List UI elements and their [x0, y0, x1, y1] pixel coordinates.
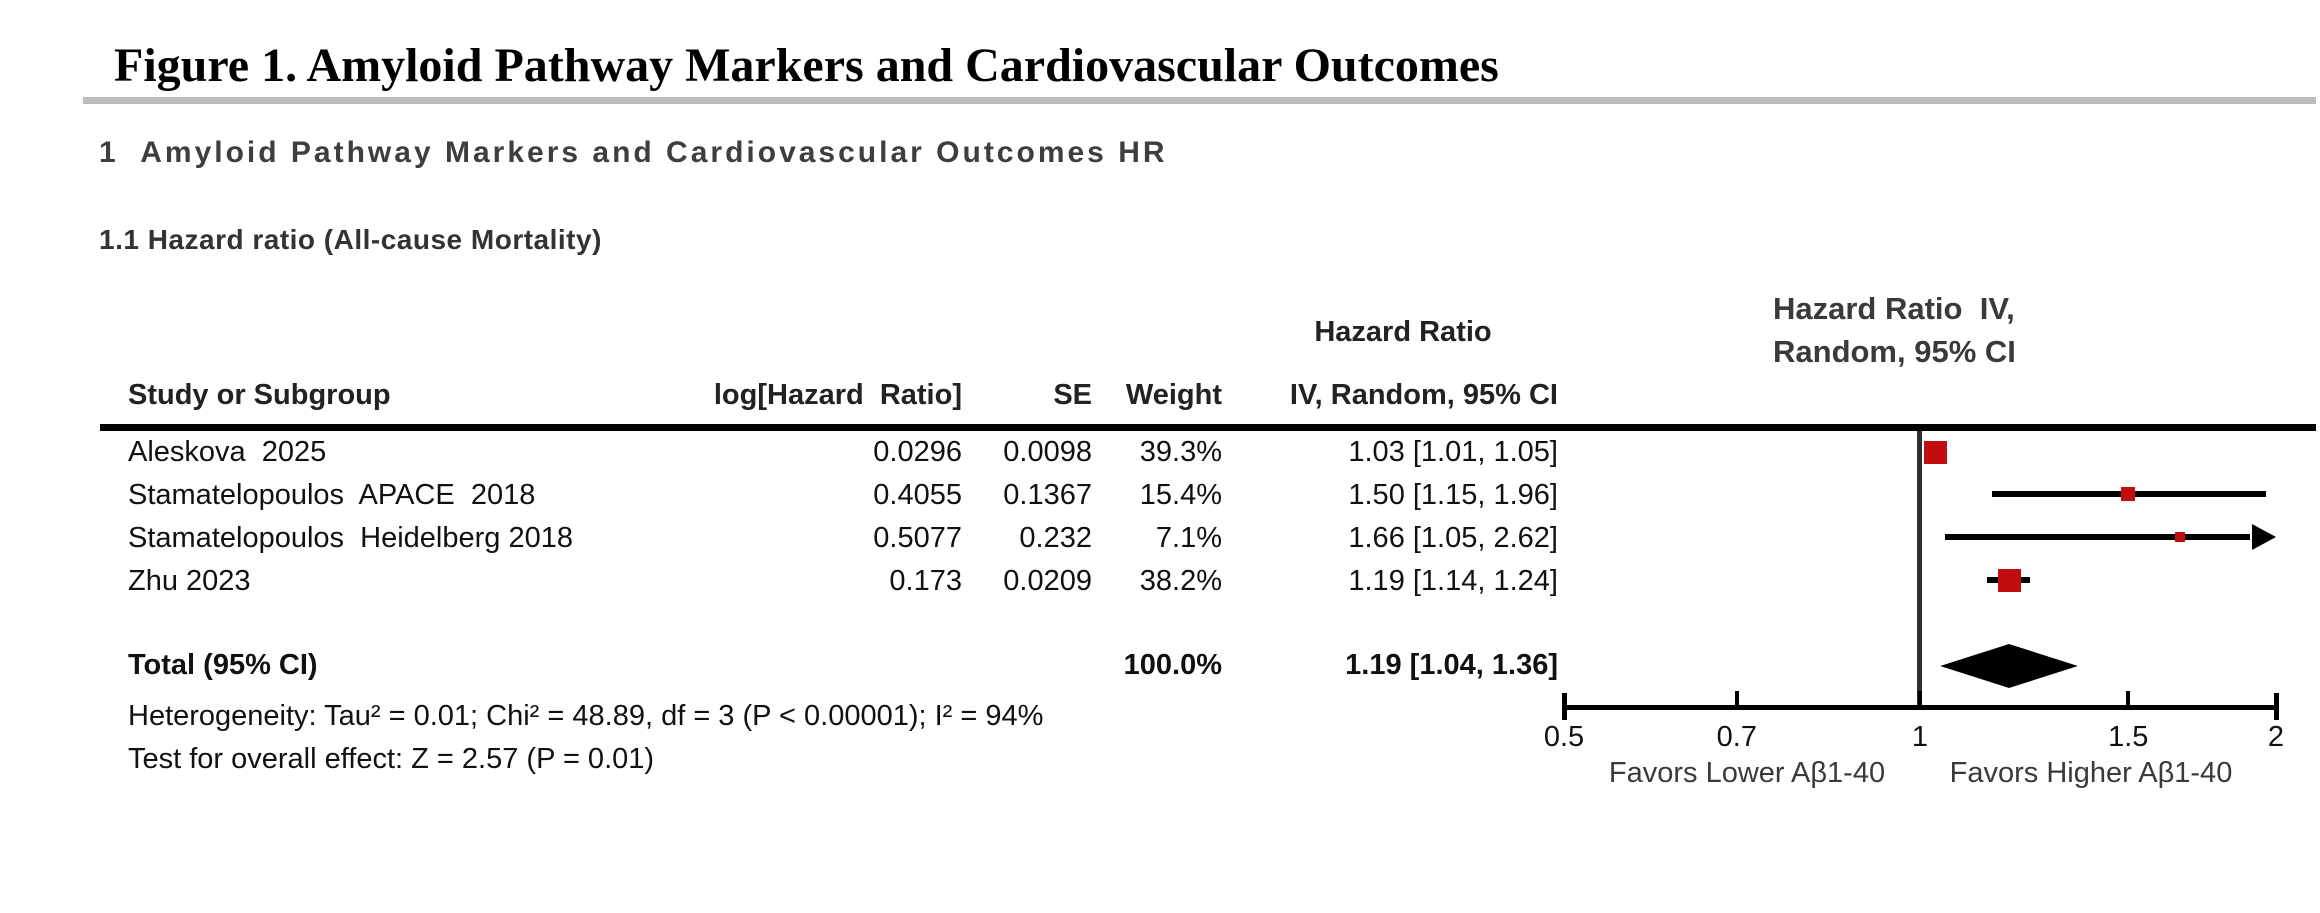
figure-title: Figure 1. Amyloid Pathway Markers and Cardiovascular Outcomes — [114, 39, 1499, 92]
se-value: 0.232 — [1019, 522, 1092, 554]
total-weight: 100.0% — [1123, 649, 1222, 681]
analysis-heading: 1 Amyloid Pathway Markers and Cardiovascular Outcomes HR — [99, 136, 1168, 169]
plot-header-line2: Random, 95% CI — [1773, 334, 2016, 369]
favors-right-label: Favors Higher Aβ1-40 — [1949, 757, 2233, 789]
ci-value: 1.19 [1.14, 1.24] — [1348, 565, 1558, 597]
column-header-study: Study or Subgroup — [128, 379, 391, 411]
favors-left-label: Favors Lower Aβ1-40 — [1608, 757, 1886, 789]
outcome-heading: 1.1 Hazard ratio (All-cause Mortality) — [99, 224, 602, 255]
se-value: 0.1367 — [1003, 479, 1092, 511]
ci-value: 1.66 [1.05, 2.62] — [1348, 522, 1558, 554]
ci-value: 1.03 [1.01, 1.05] — [1348, 436, 1558, 468]
title-divider — [83, 97, 2316, 104]
log-hr-value: 0.4055 — [873, 479, 962, 511]
log-hr-value: 0.5077 — [873, 522, 962, 554]
arrow-right-icon — [2252, 524, 2276, 550]
column-header-se: SE — [1053, 379, 1092, 411]
log-hr-value: 0.0296 — [873, 436, 962, 468]
axis-tick-label: 1 — [1911, 721, 1929, 753]
study-name: Stamatelopoulos APACE 2018 — [128, 479, 536, 511]
weight-value: 38.2% — [1139, 565, 1222, 597]
axis-tick — [2274, 693, 2279, 720]
header-separator-line — [100, 424, 2316, 431]
study-weight-square — [1924, 441, 1947, 464]
study-name: Aleskova 2025 — [128, 436, 327, 468]
axis-tick — [1735, 691, 1739, 706]
column-header-effect-top: Hazard Ratio — [1314, 316, 1492, 348]
column-header-weight: Weight — [1125, 379, 1222, 411]
axis-tick-label: 2 — [2267, 721, 2285, 753]
study-name: Stamatelopoulos Heidelberg 2018 — [128, 522, 573, 554]
total-ci: 1.19 [1.04, 1.36] — [1345, 649, 1558, 681]
plot-header-line1: Hazard Ratio IV, — [1773, 291, 2015, 326]
ci-value: 1.50 [1.15, 1.96] — [1348, 479, 1558, 511]
heterogeneity-note: Heterogeneity: Tau² = 0.01; Chi² = 48.89, df = 3 (P < 0.00001); I² = 94% — [128, 700, 1044, 732]
study-weight-square — [2175, 532, 2185, 542]
overall-effect-note: Test for overall effect: Z = 2.57 (P = 0.01) — [128, 743, 655, 775]
axis-tick-label: 0.7 — [1716, 721, 1757, 753]
column-header-effect-bottom: IV, Random, 95% CI — [1289, 379, 1558, 411]
null-effect-line — [1917, 431, 1922, 707]
ci-line — [1945, 534, 2250, 540]
axis-tick — [1562, 693, 1567, 720]
study-weight-square — [1998, 569, 2021, 592]
se-value: 0.0098 — [1003, 436, 1092, 468]
axis-tick — [2126, 691, 2130, 706]
total-label: Total (95% CI) — [128, 649, 318, 681]
axis-tick-label: 1.5 — [2108, 721, 2149, 753]
se-value: 0.0209 — [1003, 565, 1092, 597]
weight-value: 39.3% — [1139, 436, 1222, 468]
log-hr-value: 0.173 — [889, 565, 962, 597]
axis-tick — [1918, 691, 1922, 706]
column-header-log-hr: log[Hazard Ratio] — [713, 379, 962, 411]
total-diamond — [1940, 644, 2078, 688]
weight-value: 15.4% — [1139, 479, 1222, 511]
study-weight-square — [2121, 487, 2135, 501]
weight-value: 7.1% — [1155, 522, 1222, 554]
axis-tick-label: 0.5 — [1543, 721, 1585, 753]
study-name: Zhu 2023 — [128, 565, 251, 597]
